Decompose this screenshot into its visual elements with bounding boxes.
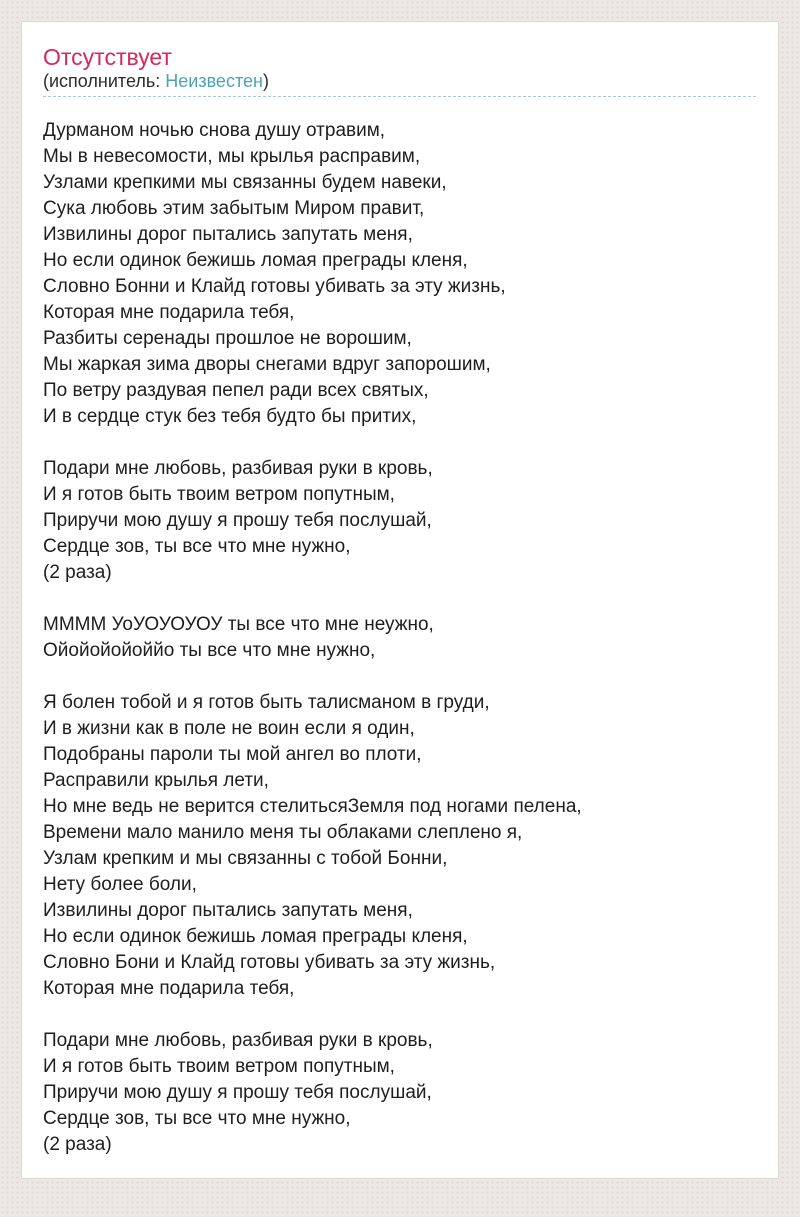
lyric-line: Сука любовь этим забытым Миром правит, — [43, 198, 425, 219]
lyric-line: Но если одинок бежишь ломая преграды кленя, — [43, 250, 468, 271]
lyric-line: Подари мне любовь, разбивая руки в кровь, — [43, 1030, 433, 1051]
lyric-line: Приручи мою душу я прошу тебя послушай, — [43, 510, 432, 531]
lyric-line: Словно Бони и Клайд готовы убивать за эту жизнь, — [43, 952, 496, 973]
lyric-line: И я готов быть твоим ветром попутным, — [43, 484, 395, 505]
lyrics-card — [21, 21, 779, 1179]
lyric-line: Приручи мою душу я прошу тебя послушай, — [43, 1082, 432, 1103]
lyric-line: Но мне ведь не верится стелитьсяЗемля под ногами пелена, — [43, 796, 582, 817]
artist-link[interactable]: Неизвестен — [165, 71, 263, 91]
lyric-line: Мы жаркая зима дворы снегами вдруг запорошим, — [43, 354, 491, 375]
lyric-line: Разбиты серенады прошлое не ворошим, — [43, 328, 412, 349]
song-title: Отсутствует — [43, 44, 172, 70]
lyric-line: Но если одинок бежишь ломая преграды кленя, — [43, 926, 468, 947]
lyric-line: Дурманом ночью снова душу отравим, — [43, 120, 386, 141]
artist-label-prefix: (исполнитель: — [43, 71, 166, 91]
lyric-line: Времени мало манило меня ты облаками слеплено я, — [43, 822, 523, 843]
lyric-line: По ветру раздувая пепел ради всех святых, — [43, 380, 429, 401]
artist-label-suffix: ) — [262, 71, 269, 91]
page-background — [0, 21, 800, 1217]
lyric-line: Которая мне подарила тебя, — [43, 302, 295, 323]
lyric-line: Мы в невесомости, мы крылья расправим, — [43, 146, 421, 167]
lyric-line: Извилины дорог пытались запутать меня, — [43, 224, 413, 245]
lyric-line: (2 раза) — [43, 562, 112, 583]
lyric-line: Я болен тобой и я готов быть талисманом в груди, — [43, 692, 490, 713]
lyric-line: Ойойойойоййо ты все что мне нужно, — [43, 640, 376, 661]
lyric-line: Которая мне подарила тебя, — [43, 978, 295, 999]
lyric-line: Сердце зов, ты все что мне нужно, — [43, 536, 351, 557]
lyrics-stanza — [43, 690, 756, 1002]
lyric-line: Словно Бонни и Клайд готовы убивать за эту жизнь, — [43, 276, 506, 297]
lyric-line: И в жизни как в поле не воин если я один, — [43, 718, 415, 739]
lyrics-stanza — [43, 118, 756, 430]
lyrics-stanza — [43, 456, 756, 586]
lyric-line: Подобраны пароли ты мой ангел во плоти, — [43, 744, 422, 765]
artist-row — [43, 71, 756, 97]
lyric-line: Подари мне любовь, разбивая руки в кровь, — [43, 458, 433, 479]
lyric-line: И я готов быть твоим ветром попутным, — [43, 1056, 395, 1077]
lyric-line: ММММ УоУОУОУОУ ты все что мне неужно, — [43, 614, 434, 635]
lyrics-stanza — [43, 1028, 756, 1158]
lyric-line: Сердце зов, ты все что мне нужно, — [43, 1108, 351, 1129]
lyrics-stanza — [43, 612, 756, 664]
lyric-line: Нету более боли, — [43, 874, 197, 895]
lyric-line: Расправили крылья лети, — [43, 770, 269, 791]
lyric-line: Узлам крепким и мы связанны с тобой Бонни, — [43, 848, 448, 869]
lyrics — [43, 118, 756, 1158]
lyric-line: (2 раза) — [43, 1134, 112, 1155]
lyric-line: И в сердце стук без тебя будто бы притих, — [43, 406, 417, 427]
lyric-line: Узлами крепкими мы связанны будем навеки, — [43, 172, 447, 193]
lyric-line: Извилины дорог пытались запутать меня, — [43, 900, 413, 921]
